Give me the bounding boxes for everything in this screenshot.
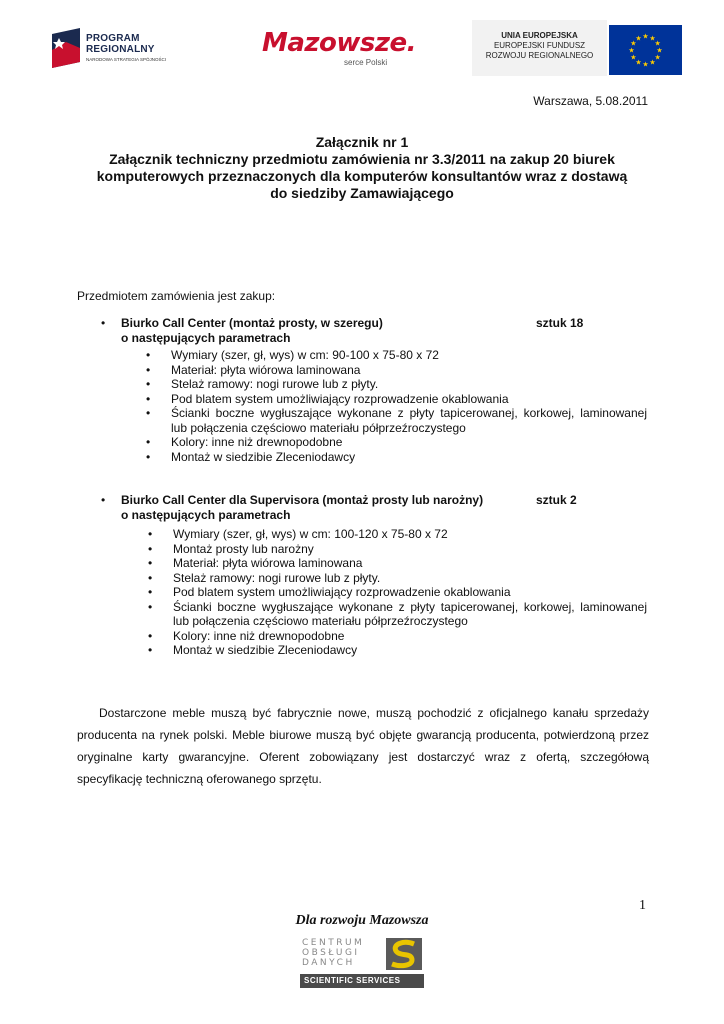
eu-star-icon: ★ xyxy=(635,35,642,43)
list-item: • Pod blatem system umożliwiający rozprowadzenie okablowania xyxy=(148,585,511,599)
item-2 xyxy=(121,493,483,523)
eu-line1: UNIA EUROPEJSKA xyxy=(501,31,578,40)
title-line1: Załącznik nr 1 xyxy=(315,134,409,150)
title-line2: Załącznik techniczny przedmiotu zamówienia nr 3.3/2011 na zakup 20 biurek xyxy=(109,151,615,167)
item-2-title: Biurko Call Center dla Supervisora (montaż prosty lub narożny) xyxy=(121,493,484,507)
list-item: • Kolory: inne niż drewnopodobne xyxy=(148,628,345,643)
eu-star-icon: ★ xyxy=(649,35,656,43)
eu-fund-label xyxy=(472,20,607,76)
program-logo-sub: NARODOWA STRATEGIA SPÓJNOŚCI xyxy=(86,57,167,62)
list-item: • Montaż w siedzibie Zleceniodawcy xyxy=(146,449,356,464)
list-item: • Pod blatem system umożliwiający rozprowadzenie okablowania xyxy=(146,391,509,406)
eu-star-icon: ★ xyxy=(654,54,661,62)
eu-star-icon: ★ xyxy=(628,47,635,55)
eu-star-icon: ★ xyxy=(635,59,642,67)
eu-star-icon: ★ xyxy=(654,40,661,48)
document-date: Warszawa, 5.08.2011 xyxy=(533,94,648,108)
list-item: • Materiał: płyta wiórowa laminowana xyxy=(146,362,361,377)
eu-line2: EUROPEJSKI FUNDUSZ xyxy=(493,41,586,50)
cod-line1: CENTRUM xyxy=(302,938,365,948)
item-2-params xyxy=(148,527,647,658)
list-item: • Montaż w siedzibie Zleceniodawcy xyxy=(148,643,358,657)
item-1-qty: sztuk 18 xyxy=(536,316,584,330)
document-title xyxy=(60,134,664,202)
item-2-qty: sztuk 2 xyxy=(536,493,577,507)
item-2-subtitle: o następujących parametrach xyxy=(121,508,291,522)
mazowsze-logo xyxy=(262,28,417,74)
item-1-title: Biurko Call Center (montaż prosty, w szeregu) xyxy=(121,316,383,330)
list-item: • Stelaż ramowy: nogi rurowe lub z płyty. xyxy=(148,570,381,585)
bullet-icon: • xyxy=(101,493,106,507)
title-line4: do siedziby Zamawiającego xyxy=(270,185,454,201)
list-item-continuation: lub połączenia częściowo materiału półprzeźroczystego xyxy=(171,420,466,435)
eu-star-icon: ★ xyxy=(630,40,637,48)
list-item: • Montaż prosty lub narożny xyxy=(148,541,314,556)
item-1-subtitle: o następujących parametrach xyxy=(121,331,291,345)
list-item: • Stelaż ramowy: nogi rurowe lub z płyty. xyxy=(146,377,379,391)
eu-line3: ROZWOJU REGIONALNEGO xyxy=(485,51,594,60)
footer-motto: Dla rozwoju Mazowsza xyxy=(295,913,429,928)
eu-star-icon: ★ xyxy=(656,47,663,55)
eu-star-icon: ★ xyxy=(630,54,637,62)
program-regionalny-logo xyxy=(50,28,190,70)
program-regionalny-emblem-icon xyxy=(50,28,82,68)
paragraph-line2: producenta na rynek polski. Meble biurowe muszą być objęte gwarancją producenta, potwierdzoną przez xyxy=(77,728,649,742)
mazowsze-logo-sub: serce Polski xyxy=(344,58,388,67)
body-paragraph xyxy=(77,702,649,790)
list-item-continuation: lub połączenia częściowo materiału półprzeźroczystego xyxy=(173,614,468,628)
intro-text: Przedmiotem zamówienia jest zakup: xyxy=(77,289,276,303)
bullet-icon: • xyxy=(101,316,106,330)
item-1-params xyxy=(146,348,647,464)
cod-line2: OBSŁUGI xyxy=(302,948,360,958)
list-item: • Ścianki boczne wygłuszające wykonane z płyty tapicerowanej, korkowej, laminowanej xyxy=(146,406,647,420)
eu-flag-icon xyxy=(609,25,682,75)
paragraph-line3: oryginalne karty gwarancyjne. Oferent zobowiązany jest dostarczyć wraz z ofertą, szczegółową xyxy=(77,750,649,764)
eu-star-icon: ★ xyxy=(642,61,649,69)
cod-s-emblem-icon xyxy=(386,938,422,970)
cod-line4: SCIENTIFIC SERVICES xyxy=(304,976,401,985)
eu-star-icon: ★ xyxy=(642,33,649,41)
mazowsze-logo-text: Mazowsze. xyxy=(262,28,417,58)
title-line3: komputerowych przeznaczonych dla komputerów konsultantów wraz z dostawą xyxy=(96,168,628,184)
page-number: 1 xyxy=(639,898,646,913)
list-item: • Kolory: inne niż drewnopodobne xyxy=(146,435,343,449)
program-logo-line1: PROGRAM xyxy=(86,33,140,44)
paragraph-line1: Dostarczone meble muszą być fabrycznie nowe, muszą pochodzić z oficjalnego kanału sprzedaży xyxy=(99,706,649,720)
program-logo-line2: REGIONALNY xyxy=(86,44,155,55)
list-item: • Wymiary (szer, gł, wys) w cm: 100-120 x 75-80 x 72 xyxy=(148,527,448,541)
cod-line3: DANYCH xyxy=(302,958,355,968)
list-item: • Wymiary (szer, gł, wys) w cm: 90-100 x 75-80 x 72 xyxy=(146,348,439,362)
eu-star-icon: ★ xyxy=(649,59,656,67)
item-1 xyxy=(121,316,383,346)
centrum-obslugi-danych-logo xyxy=(300,938,425,990)
list-item: • Materiał: płyta wiórowa laminowana xyxy=(148,556,363,570)
paragraph-line4: specyfikację techniczną oferowanego sprzętu. xyxy=(77,772,322,786)
list-item: • Ścianki boczne wygłuszające wykonane z płyty tapicerowanej, korkowej, laminowanej xyxy=(148,599,647,614)
